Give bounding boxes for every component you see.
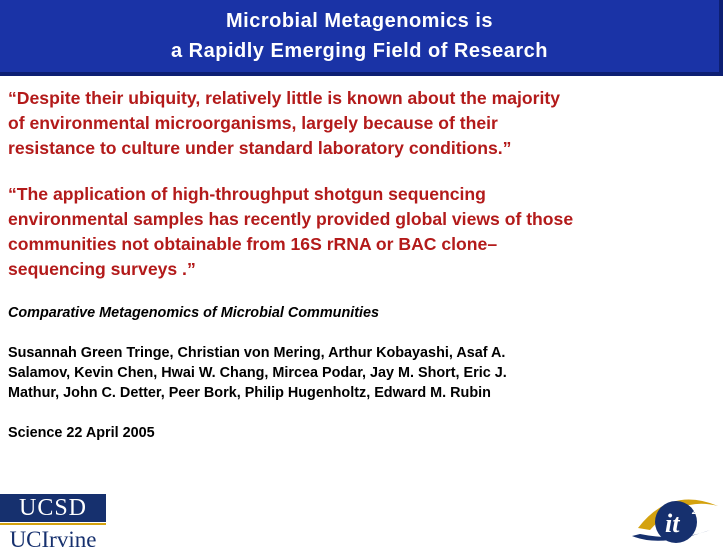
author-line: Susannah Green Tringe, Christian von Mering, Arthur Kobayashi, Asaf A. <box>8 345 506 361</box>
quote-1-line: “Despite their ubiquity, relatively little is known about the majority <box>8 88 561 108</box>
title-bar <box>0 0 723 76</box>
ucirvine-logo: UCIrvine <box>0 523 106 553</box>
quote-1 <box>8 86 723 161</box>
spacer <box>8 161 723 182</box>
quote-1-line: of environmental microorganisms, largely because of their <box>8 113 498 133</box>
ucsd-logo: UCSD <box>0 494 106 522</box>
citation: Science 22 April 2005 <box>8 425 155 441</box>
quote-2-line: sequencing surveys .” <box>8 259 196 279</box>
author-line: Mathur, John C. Detter, Peer Bork, Philip Hugenholtz, Edward M. Rubin <box>8 385 491 401</box>
slide-content <box>8 86 723 443</box>
paper-title: Comparative Metagenomics of Microbial Communities <box>8 305 380 321</box>
quote-2 <box>8 182 723 282</box>
it2-text: it <box>665 509 680 538</box>
slide-title-line-2: a Rapidly Emerging Field of Research <box>171 40 548 62</box>
author-line: Salamov, Kevin Chen, Hwai W. Chang, Mircea Podar, Jay M. Short, Eric J. <box>8 365 507 381</box>
quote-2-line: communities not obtainable from 16S rRNA or BAC clone– <box>8 234 498 254</box>
quote-2-line: “The application of high-throughput shotgun sequencing <box>8 184 486 204</box>
it2-logo <box>620 490 724 550</box>
quote-2-line: environmental samples has recently provided global views of those <box>8 209 574 229</box>
it2-logo-graphic <box>620 490 724 550</box>
slide-title-line-1: Microbial Metagenomics is <box>225 10 493 32</box>
quote-1-line: resistance to culture under standard laboratory conditions.” <box>8 138 512 158</box>
it2-superscript: 2 <box>692 502 699 517</box>
reference-block <box>8 303 723 443</box>
